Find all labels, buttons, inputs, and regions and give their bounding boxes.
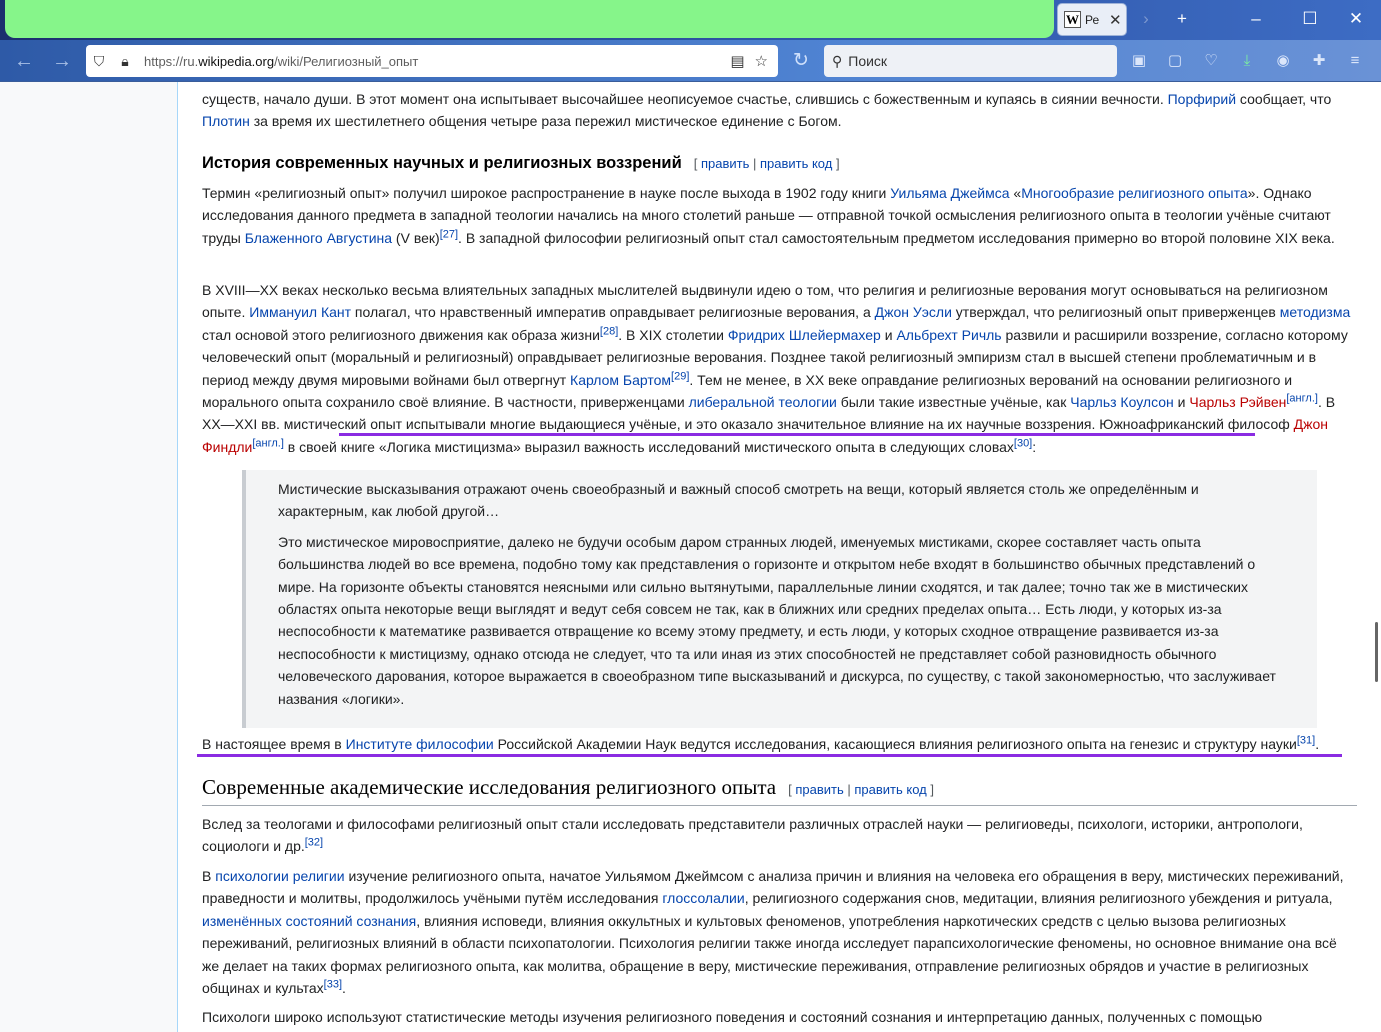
paragraph-statistics: Психологи широко используют статистические методы изучения религиозного поведения и состояний сознания и интерпретацию данных, полученных с помощью (202, 1009, 1263, 1025)
extensions-icon[interactable]: ✚ (1312, 52, 1326, 69)
paragraph-plotinus: существ, начало души. В этот момент она испытывает высочайшее неописуемое счастье, слившись с божественным и купаясь в сиянии вечности. Порфирий сообщает, что Плотин за время их шестилетнего общения четыре раза пережил мистическое единение с Богом. (202, 91, 1332, 130)
new-tab-icon[interactable]: + (1177, 9, 1187, 28)
quote-paragraph-2: Это мистическое мировосприятие, далеко не будучи особым даром странных людей, именуемых мистиками, скорее составляет часть опыта большинства людей во все времена, подобно тому как представления о горизонте и открытом небе входят в большинство обычных представлений о мире. На горизонте объекты становятся неясными или сильно вытянутыми, параллельные линии сходятся, и так далее; точно так же в мистических областях опыта некоторые вещи выглядят и ведут себя совсем не так, как в ближних или средних пределах опыта… Есть люди, у которых из-за неспособности к математике развивается отвращение ко всему этому предмету, и есть люди, у которых сходное отвращение развивается из-за неспособности к мистицизму, однако отсюда не следует, что та или иная из этих способностей не представляет собой разновидность обычного человеческого дарования, которое выражается в своеобразном типе высказываний и дискурса, по существу, с такой закономерностью, что заслуживает названия «логики». (278, 533, 1276, 707)
bookmark-star-icon[interactable]: ☆ (754, 53, 768, 70)
paragraph-james: Термин «религиозный опыт» получил широкое распространение в науке после выхода в 1902 году книги Уильяма Джеймса «Многообразие религиозного опыта». Однако исследования данного предмета в западной теологии начались на много столетий раньше — отправной точкой осмысления религиозного опыта в теологии учёные считают труды Блаженного Августина (V век)[27]. В западной философии религиозный опыт стал самостоятельным предметом исследования примерно во второй половине XIX века. (202, 185, 1335, 246)
wikipedia-favicon-icon: W (1066, 12, 1079, 27)
link-schleiermacher[interactable]: Фридрих Шлейермахер (727, 326, 881, 343)
link-liberal-theology[interactable]: либеральной теологии (688, 394, 837, 411)
link-varieties[interactable]: Многообразие религиозного опыта (1021, 185, 1248, 201)
left-sidebar (0, 82, 178, 1032)
link-methodism[interactable]: методизма (1279, 304, 1351, 321)
ref-29[interactable]: [29] (671, 369, 690, 382)
link-augustine[interactable]: Блаженного Августина (244, 229, 393, 246)
link-findlay[interactable]: Джон Финдли (202, 416, 1329, 455)
account-avatar-icon[interactable]: ◉ (1276, 52, 1290, 69)
edit-code-link[interactable]: править код (759, 156, 833, 171)
ref-findlay-en[interactable]: [англ.] (252, 437, 284, 450)
tab-scroll-right-icon[interactable]: › (1143, 9, 1149, 28)
link-barth[interactable]: Карлом Бартом (570, 371, 672, 388)
link-raven[interactable]: Чарльз Рэйвен (1189, 394, 1287, 411)
ref-31[interactable]: [31] (1296, 734, 1316, 747)
paragraph-xviii-xx: В XVIII—XX веках несколько весьма влиятельных западных мыслителей выдвинули идею о том, что религия и религиозные верования могут основываться на религиозном опыте. Иммануил Кант полагал, что нравственный императив оправдывает религиозные верования, а Джон Уэсли утверждал, что религиозный опыт приверженцев методизма стал основой этого религиозного движения как образа жизни[28]. В XIX столетии Фридрих Шлейермахер и Альбрехт Ричль развили и расширили воззрение, согласно которому человеческий опыт (моральный и религиозный) оправдывает религиозные верования. Позднее такой религиозный эмпиризм стал в высшей степени проблематичным и в период между двумя мировыми войнами был отвергнут Карлом Бартом[29]. Тем не менее, в XX веке оправдание религиозных верований на основании религиозного и морального опыта сохранило своё влияние. В частности, приверженцами либеральной теологии были такие известные учёные, как Чарльз Коулсон и Чарльз Рэйвен[англ.]. В XX—XXI вв. мистический опыт испытывали многие выдающиеся учёные, и это оказало значительное влияние на их научные воззрения. Южноафриканский философ Джон Финдли[англ.] в своей книге «Логика мистицизма» выразил важность исследований мистического опыта в следующих словах[30]: (202, 282, 1351, 455)
reload-icon[interactable]: ↻ (793, 50, 809, 71)
search-placeholder: Поиск (848, 53, 888, 69)
search-input[interactable] (824, 45, 1117, 77)
link-glossolalia[interactable]: глоссолалии (662, 890, 745, 907)
menu-icon[interactable]: ≡ (1350, 52, 1360, 69)
edit-code-link-2[interactable]: править код (854, 782, 927, 797)
link-institute-philosophy[interactable]: Институте философии (345, 736, 494, 752)
link-kant[interactable]: Иммануил Кант (249, 304, 352, 321)
lock-icon[interactable]: 🔒︎ (121, 52, 129, 69)
tracking-shield-icon[interactable]: ⛉ (93, 52, 105, 69)
downloads-icon[interactable]: ⤓ (1243, 52, 1251, 69)
minimize-icon[interactable]: – (1251, 9, 1261, 28)
reader-view-icon[interactable]: ▤ (730, 53, 745, 70)
close-window-icon[interactable]: ✕ (1348, 9, 1364, 28)
address-bar[interactable] (86, 45, 778, 77)
link-coulson[interactable]: Чарльз Коулсон (1070, 394, 1174, 411)
link-psychology-religion[interactable]: психологии религии (215, 868, 345, 884)
paragraph-psychology: В психологии религии изучение религиозного опыта, начатое Уильямом Джеймсом с анализа причин и влияния на человека его обращения в веру, мистических переживаний, праведности и молитвы, продолжилось учёными путём исследования глоссолалии, религиозного содержания снов, медитации, влияния религиозного убеждения и ритуала, изменённых состояний сознания, влияния исповеди, влияния оккультных и культовых феноменов, употребления наркотических средств с целью вызова религиозных переживаний, религиозных влияний в области психопатологии. Психология религии также иногда исследует парапсихологические феномены, но основное внимание она всё же делает на таких формах религиозного опыта, как молитва, обращение в веру, мистические переживания, отправление религиозных обрядов и участие в религиозных общинах и культах[33]. (202, 868, 1344, 997)
edit-section-link[interactable]: править (700, 156, 750, 171)
heading-modern-research: Современные академические исследования религиозного опыта [ править | править код ] (202, 776, 1357, 806)
search-icon: ⚲ (832, 52, 843, 69)
scrollbar-thumb[interactable] (1375, 622, 1378, 682)
maximize-icon[interactable]: ☐ (1302, 9, 1318, 28)
container-icon[interactable]: ▢ (1167, 52, 1183, 69)
tab-close-icon[interactable]: ✕ (1109, 11, 1122, 29)
ref-32[interactable]: [32] (304, 836, 324, 849)
page-viewport (0, 82, 1381, 1032)
paragraph-institute: В настоящее время в Институте философии Российской Академии Наук ведутся исследования, касающиеся влияния религиозного опыта на генезис и структуру науки[31]. (202, 734, 1320, 752)
highlight-underline-1 (339, 433, 1255, 436)
ref-27[interactable]: [27] (439, 228, 459, 241)
url-text[interactable]: https://ru.wikipedia.org/wiki/Религиозный_опыт (144, 53, 419, 69)
link-wesley[interactable]: Джон Уэсли (874, 304, 952, 321)
tab-strip-highlight (5, 0, 1054, 38)
tab-title: Ре (1085, 12, 1100, 27)
ref-33[interactable]: [33] (323, 978, 343, 991)
paragraph-sciences: Вслед за теологами и философами религиозный опыт стали исследовать представители различных отраслей науки — религиоведы, психологи, историки, антропологи, социологи и др.[32] (202, 816, 1303, 855)
nav-toolbar (0, 40, 1381, 82)
browser-tab-active[interactable] (1057, 3, 1127, 36)
quote-paragraph-1: Мистические высказывания отражают очень своеобразный и важный способ смотреть на вещи, который является столь же определённым и характерным, как любой другой… (278, 481, 1199, 520)
ref-30[interactable]: [30] (1013, 437, 1033, 450)
pocket-icon[interactable]: ♡ (1204, 52, 1218, 69)
back-icon[interactable]: ← (14, 50, 34, 72)
link-william-james[interactable]: Уильяма Джеймса (890, 185, 1010, 201)
forward-icon[interactable]: → (52, 50, 72, 72)
title-bar (0, 0, 1381, 40)
heading-history: История современных научных и религиозных воззрений [ править | править код ] (202, 154, 840, 172)
edit-section-link-2[interactable]: править (795, 782, 844, 797)
ref-raven-en[interactable]: [англ.] (1286, 392, 1318, 405)
blockquote-findlay (242, 470, 1317, 728)
screenshot-icon[interactable]: ▣ (1131, 52, 1147, 69)
ref-28[interactable]: [28] (599, 325, 619, 338)
link-ritschl[interactable]: Альбрехт Ричль (896, 326, 1002, 343)
link-porphyry[interactable]: Порфирий (1167, 91, 1237, 107)
link-altered-states[interactable]: изменённых состояний сознания (202, 912, 417, 929)
highlight-underline-2 (197, 754, 1342, 757)
link-plotinus[interactable]: Плотин (202, 113, 250, 130)
